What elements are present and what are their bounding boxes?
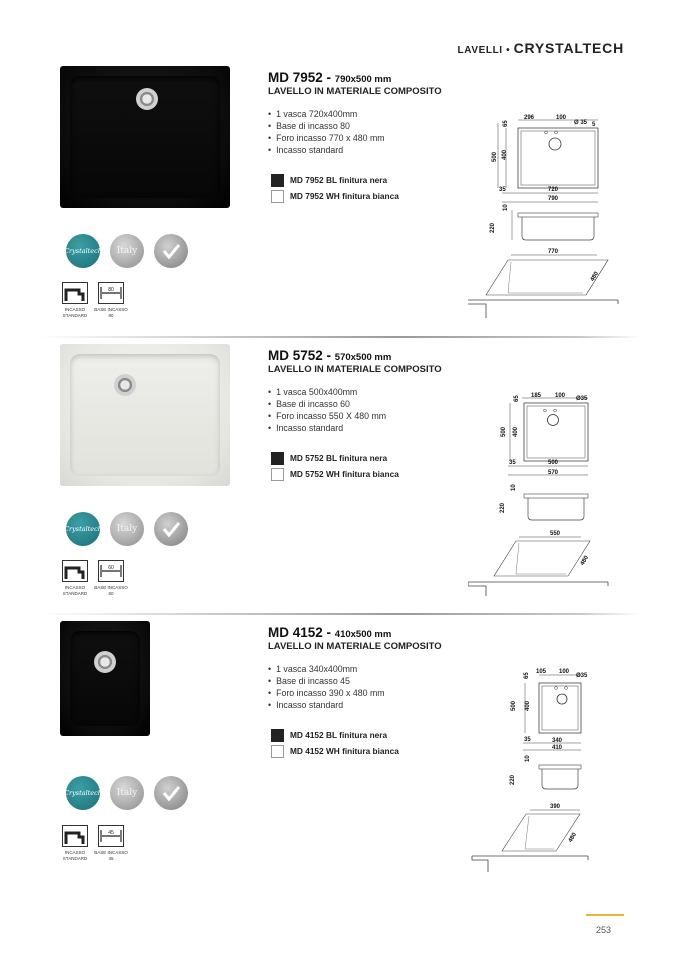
feature-list bbox=[268, 663, 488, 711]
finish-options bbox=[271, 728, 471, 760]
product-info bbox=[268, 625, 488, 756]
product-model-heading: MD 5752 - 570x500 mm bbox=[268, 348, 392, 363]
finish-white-label: MD 4152 WH finitura bianca bbox=[290, 746, 399, 756]
dim-hole: Ø35 bbox=[576, 673, 588, 679]
dim-220: 220 bbox=[510, 774, 516, 785]
svg-text:45: 45 bbox=[108, 830, 114, 836]
dim-hole: Ø 35 bbox=[574, 120, 588, 126]
header-section: LAVELLI bbox=[457, 45, 503, 56]
dim-10: 10 bbox=[503, 204, 509, 211]
dim-105: 105 bbox=[536, 669, 547, 675]
dim-10: 10 bbox=[511, 484, 517, 491]
dim-500b: 500 bbox=[548, 460, 559, 466]
base-width-icon bbox=[98, 560, 124, 582]
product-subtitle: LAVELLO IN MATERIALE COMPOSITO bbox=[268, 86, 442, 97]
install-caption-base: BASE INCASSO 60 bbox=[94, 585, 128, 596]
made-in-italy-badge-icon: Italy bbox=[110, 234, 144, 268]
dim-220: 220 bbox=[500, 502, 506, 513]
dim-390: 390 bbox=[550, 804, 561, 810]
dim-500: 500 bbox=[511, 700, 517, 711]
install-caption-standard: INCASSO STANDARD bbox=[62, 585, 88, 596]
list-item: • 1 vasca 720x400mm bbox=[268, 108, 488, 120]
product-section-2 bbox=[0, 336, 686, 612]
made-in-italy-badge-icon: Italy bbox=[110, 512, 144, 546]
product-info bbox=[268, 70, 488, 201]
finish-white-label: MD 7952 WH finitura bianca bbox=[290, 191, 399, 201]
technical-drawing bbox=[468, 336, 643, 612]
base-width-icon bbox=[98, 282, 124, 304]
dim-570: 570 bbox=[548, 470, 559, 476]
dim-185: 185 bbox=[531, 393, 542, 399]
white-swatch bbox=[271, 745, 284, 758]
list-item: • Incasso standard bbox=[268, 422, 488, 434]
dim-480: 480 bbox=[567, 831, 578, 844]
list-item: • Foro incasso 390 x 480 mm bbox=[268, 687, 488, 699]
dim-400: 400 bbox=[502, 149, 508, 160]
feature-list bbox=[268, 386, 488, 434]
dim-hole: Ø35 bbox=[576, 396, 588, 402]
base-width-icon bbox=[98, 825, 124, 847]
dim-35: 35 bbox=[499, 187, 506, 193]
finish-black-label: MD 7952 BL finitura nera bbox=[290, 175, 388, 185]
product-model-heading: MD 4152 - 410x500 mm bbox=[268, 625, 392, 640]
dim-100: 100 bbox=[556, 115, 567, 121]
crystaltech-badge-icon: Crystaltech bbox=[66, 776, 100, 810]
product-subtitle: LAVELLO IN MATERIALE COMPOSITO bbox=[268, 641, 442, 652]
header-brand: CRYSTALTECH bbox=[513, 40, 624, 56]
dim-65: 65 bbox=[503, 120, 509, 127]
standard-install-icon bbox=[62, 825, 88, 847]
install-caption-standard: INCASSO STANDARD bbox=[62, 850, 88, 861]
footer-accent-line bbox=[586, 914, 624, 916]
dim-5: 5 bbox=[592, 122, 596, 128]
finish-black bbox=[271, 728, 471, 744]
dim-500: 500 bbox=[492, 151, 498, 162]
list-item: • Incasso standard bbox=[268, 144, 488, 156]
feature-list bbox=[268, 108, 488, 156]
dim-65: 65 bbox=[524, 672, 530, 679]
product-info bbox=[268, 348, 488, 479]
product-photo bbox=[60, 66, 230, 208]
technical-drawing bbox=[468, 58, 643, 334]
quality-check-badge-icon bbox=[154, 776, 188, 810]
product-photo bbox=[60, 621, 150, 736]
black-swatch bbox=[271, 729, 284, 742]
dim-790: 790 bbox=[548, 196, 559, 202]
black-swatch bbox=[271, 174, 284, 187]
product-model: MD 7952 bbox=[268, 70, 323, 85]
black-swatch bbox=[271, 452, 284, 465]
finish-white bbox=[271, 467, 471, 483]
drain-icon bbox=[114, 374, 136, 396]
finish-black-label: MD 5752 BL finitura nera bbox=[290, 453, 388, 463]
finish-options bbox=[271, 173, 471, 205]
list-item: • Base di incasso 60 bbox=[268, 398, 488, 410]
dim-340: 340 bbox=[552, 738, 563, 744]
product-section-1 bbox=[0, 58, 686, 334]
svg-text:60: 60 bbox=[108, 565, 114, 571]
white-swatch bbox=[271, 190, 284, 203]
list-item: • Foro incasso 550 X 480 mm bbox=[268, 410, 488, 422]
install-caption-standard: INCASSO STANDARD bbox=[62, 307, 88, 318]
finish-white bbox=[271, 189, 471, 205]
dim-480: 480 bbox=[589, 270, 600, 283]
product-size: 410x500 mm bbox=[334, 629, 392, 640]
install-type bbox=[62, 825, 132, 875]
crystaltech-badge-icon: Crystaltech bbox=[66, 234, 100, 268]
product-model: MD 5752 bbox=[268, 348, 323, 363]
white-swatch bbox=[271, 468, 284, 481]
dim-480: 480 bbox=[579, 554, 590, 567]
list-item: • Incasso standard bbox=[268, 699, 488, 711]
install-caption-base: BASE INCASSO 80 bbox=[94, 307, 128, 318]
certification-badges bbox=[66, 234, 191, 270]
drain-icon bbox=[136, 88, 158, 110]
dim-500: 500 bbox=[501, 426, 507, 437]
list-item: • 1 vasca 340x400mm bbox=[268, 663, 488, 675]
product-section-3 bbox=[0, 613, 686, 889]
list-item: • Base di incasso 80 bbox=[268, 120, 488, 132]
dim-400: 400 bbox=[525, 700, 531, 711]
product-size: 790x500 mm bbox=[334, 74, 392, 85]
dim-220: 220 bbox=[490, 222, 496, 233]
dim-400: 400 bbox=[513, 426, 519, 437]
dim-410: 410 bbox=[552, 745, 563, 751]
dim-720: 720 bbox=[548, 187, 559, 193]
finish-white bbox=[271, 744, 471, 760]
certification-badges bbox=[66, 512, 191, 548]
dim-296: 296 bbox=[524, 115, 535, 121]
dim-35: 35 bbox=[524, 737, 531, 743]
finish-black bbox=[271, 173, 471, 189]
list-item: • Foro incasso 770 x 480 mm bbox=[268, 132, 488, 144]
dim-100: 100 bbox=[555, 393, 566, 399]
quality-check-badge-icon bbox=[154, 512, 188, 546]
install-type bbox=[62, 282, 132, 332]
finish-white-label: MD 5752 WH finitura bianca bbox=[290, 469, 399, 479]
install-caption-base: BASE INCASSO 45 bbox=[94, 850, 128, 861]
finish-options bbox=[271, 451, 471, 483]
quality-check-badge-icon bbox=[154, 234, 188, 268]
finish-black-label: MD 4152 BL finitura nera bbox=[290, 730, 388, 740]
dim-10: 10 bbox=[525, 755, 531, 762]
technical-drawing bbox=[468, 613, 643, 889]
standard-install-icon bbox=[62, 282, 88, 304]
product-photo bbox=[60, 344, 230, 486]
drain-icon bbox=[94, 651, 116, 673]
dim-65: 65 bbox=[514, 395, 520, 402]
product-size: 570x500 mm bbox=[334, 352, 392, 363]
install-type bbox=[62, 560, 132, 610]
crystaltech-badge-icon: Crystaltech bbox=[66, 512, 100, 546]
list-item: • Base di incasso 45 bbox=[268, 675, 488, 687]
svg-text:80: 80 bbox=[108, 287, 114, 293]
dim-550: 550 bbox=[550, 531, 561, 537]
dim-100: 100 bbox=[559, 669, 570, 675]
finish-black bbox=[271, 451, 471, 467]
product-model-heading: MD 7952 - 790x500 mm bbox=[268, 70, 392, 85]
page-number: 253 bbox=[596, 925, 612, 935]
list-item: • 1 vasca 500x400mm bbox=[268, 386, 488, 398]
page-header bbox=[458, 40, 624, 56]
product-subtitle: LAVELLO IN MATERIALE COMPOSITO bbox=[268, 364, 442, 375]
dim-770: 770 bbox=[548, 249, 559, 255]
dim-35: 35 bbox=[509, 460, 516, 466]
standard-install-icon bbox=[62, 560, 88, 582]
certification-badges bbox=[66, 776, 191, 812]
product-model: MD 4152 bbox=[268, 625, 323, 640]
header-dot: • bbox=[506, 45, 511, 56]
made-in-italy-badge-icon: Italy bbox=[110, 776, 144, 810]
